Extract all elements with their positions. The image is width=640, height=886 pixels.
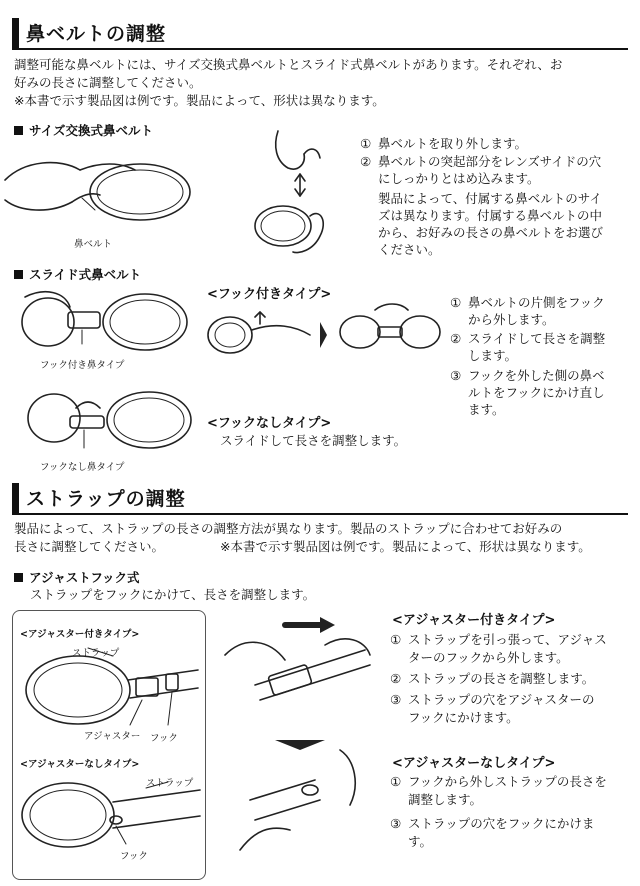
step-text: ストラップの長さを調整します。: [408, 671, 595, 686]
inset-with-adjuster-heading: <アジャスター付きタイプ>: [20, 629, 140, 640]
step-number: ①: [360, 136, 372, 151]
inset-hook2-label: フック: [120, 851, 148, 862]
nohook-type-label: フックなし鼻タイプ: [40, 462, 125, 473]
hook-step-2-cont: します。: [468, 348, 518, 363]
step-text: ストラップの穴をアジャスターの: [408, 692, 595, 707]
heading-bar: [12, 483, 19, 513]
step-text: 鼻ベルトを取り外します。: [378, 136, 528, 151]
nose-note: ※本書で示す製品図は例です。製品によって、形状は異なります。: [14, 93, 385, 108]
without-adjuster-step-3-cont: す。: [408, 834, 433, 849]
no-adjuster-hook-illustration: [230, 730, 380, 860]
hook-step-3-cont1: ルトをフックにかけ直し: [468, 385, 605, 400]
size-note-line-3: から、お好みの長さの鼻ベルトをお選び: [378, 225, 604, 240]
size-note-line-1: 製品によって、付属する鼻ベルトのサイ: [378, 191, 602, 206]
with-adjuster-step-1: [390, 631, 607, 648]
nose-belt-label: 鼻ベルト: [74, 239, 113, 250]
hook-type-heading: <フック付きタイプ>: [207, 287, 332, 302]
hook-step-1: [450, 294, 605, 311]
without-adjuster-heading: <アジャスターなしタイプ>: [392, 756, 556, 771]
size-note-line-4: ください。: [378, 242, 441, 257]
step-number: ①: [390, 774, 402, 789]
step-number: ②: [360, 154, 372, 169]
strap-section-heading: [12, 483, 628, 515]
strap-section-title: ストラップの調整: [26, 488, 186, 510]
adjust-hook-heading: [14, 568, 140, 586]
strap-intro-line-1: 製品によって、ストラップの長さの調整方法が異なります。製品のストラップに合わせてお好みの: [14, 521, 563, 536]
nose-intro-line-1: 調整可能な鼻ベルトには、サイズ交換式鼻ベルトとスライド式鼻ベルトがあります。それぞれ、お: [14, 57, 563, 72]
nohook-text: スライドして長さを調整します。: [220, 433, 407, 448]
step-text: フックを外した側の鼻ベ: [468, 368, 605, 383]
strap-intro-line-2: 長さに調整してください。: [14, 539, 165, 554]
nose-intro-line-2: 好みの長さに調整してください。: [14, 75, 202, 90]
step-number: ①: [390, 632, 402, 647]
step-number: ③: [390, 816, 402, 831]
slide-heading: [14, 265, 141, 283]
step-text: 鼻ベルトの突起部分をレンズサイドの穴: [378, 154, 602, 169]
without-adjuster-step-3: [390, 815, 594, 832]
size-exchange-title: サイズ交換式鼻ベルト: [29, 123, 154, 138]
nohook-type-heading: <フックなしタイプ>: [207, 416, 332, 431]
adjust-hook-title: アジャストフック式: [29, 570, 140, 585]
hook-type-label: フック付き鼻タイプ: [40, 360, 125, 371]
size-step-2: [360, 153, 601, 170]
hook-step-2: [450, 330, 605, 347]
adjuster-pull-illustration: [215, 605, 380, 715]
nohook-goggle-illustration: [24, 388, 194, 458]
with-adjuster-step-3-cont: フックにかけます。: [408, 710, 519, 725]
size-step-1: [360, 135, 527, 152]
slide-title: スライド式鼻ベルト: [29, 267, 142, 282]
with-adjuster-step-2: [390, 670, 594, 687]
step-number: ③: [390, 692, 402, 707]
step-number: ②: [390, 671, 402, 686]
inset-hook-label: フック: [150, 733, 178, 744]
with-adjuster-step-3: [390, 691, 595, 708]
with-adjuster-step-1-cont: ターのフックから外します。: [408, 650, 569, 665]
step-number: ①: [450, 295, 462, 310]
nose-section-title: 鼻ベルトの調整: [26, 23, 167, 45]
hook-step-1-cont: から外します。: [468, 312, 555, 327]
without-adjuster-step-1-cont: 調整します。: [408, 792, 483, 807]
size-exchange-heading: [14, 121, 153, 139]
step-text: ストラップの穴をフックにかけま: [408, 816, 595, 831]
step-text: フックから外しストラップの長さを: [408, 774, 607, 789]
size-note-line-2: ズは異なります。付属する鼻ベルトの中: [378, 208, 603, 223]
adjust-hook-text: ストラップをフックにかけて、長さを調整します。: [30, 587, 316, 602]
inset-strap-label: ストラップ: [72, 648, 120, 659]
nose-section-heading: [12, 18, 628, 50]
step-text: 鼻ベルトの片側をフック: [468, 295, 605, 310]
size-step-2-cont: にしっかりとはめ込みます。: [378, 171, 540, 186]
size-exchange-goggle-illustration: [0, 140, 200, 250]
heading-bar: [12, 18, 19, 48]
hook-adjust-illustration: [200, 300, 445, 365]
inset-without-adjuster-heading: <アジャスターなしタイプ>: [20, 759, 140, 770]
step-number: ②: [450, 331, 462, 346]
hook-step-3: [450, 367, 605, 384]
step-text: スライドして長さを調整: [468, 331, 606, 346]
hook-goggle-illustration: [20, 282, 190, 362]
nose-belt-hand-illustration: [248, 126, 348, 256]
with-adjuster-heading: <アジャスター付きタイプ>: [392, 613, 556, 628]
strap-note: ※本書で示す製品図は例です。製品によって、形状は異なります。: [220, 539, 591, 554]
hook-step-3-cont2: ます。: [468, 402, 505, 417]
step-number: ③: [450, 368, 462, 383]
without-adjuster-step-1: [390, 773, 607, 790]
inset-adjuster-label: アジャスター: [84, 731, 141, 742]
inset-strap2-label: ストラップ: [146, 778, 194, 789]
step-text: ストラップを引っ張って、アジャス: [408, 632, 607, 647]
